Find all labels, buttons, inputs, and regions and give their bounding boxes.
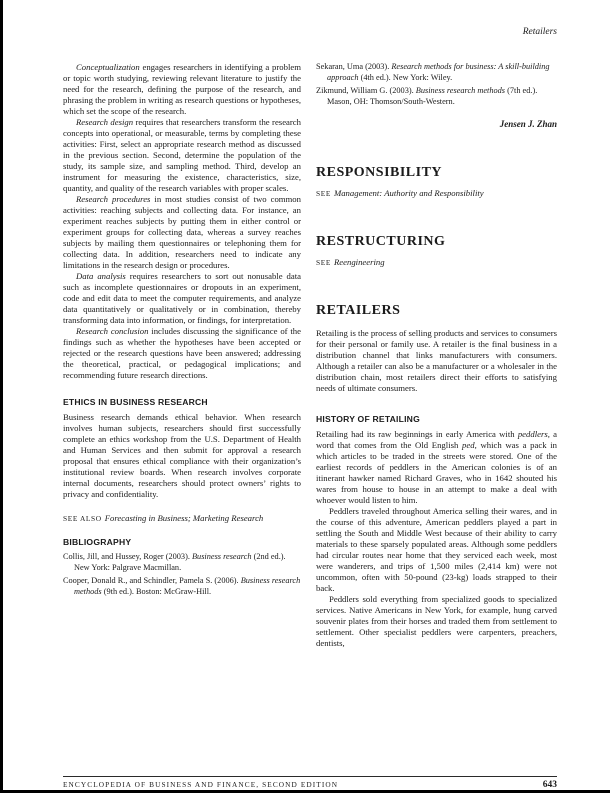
scan-edge-left [0,0,3,793]
paragraph-research-conclusion: Research conclusion includes discussing the significance of the findings such as whether the hypotheses have been accepted or rejected or the research questions have been answered; addressing the theoretical, practical, or pedagogical implications; and recommending future research directions. [63,326,301,380]
see-also-refs: Forecasting in Business; Marketing Research [104,513,264,523]
history-paragraph-1: Retailing had its raw beginnings in early America with peddlers, a word that comes from the Old English ped, which was a pack in which articles to be traded in the streets were stored. One of the earliest records of peddlers in the American colonies is of an itinerant hawker named Richard Graves, who in 1642 shouted his wares from house to house in an attempt to make a deal with whoever would listen to him. [316,429,557,505]
left-column [63,62,301,600]
footer-rule [63,776,557,777]
entry-title-retailers: RETAILERS [316,303,401,318]
restructuring-see-ref: Reengineering [333,257,385,267]
see-also-line [63,513,301,523]
running-head: Retailers [522,27,557,37]
entry-title-responsibility: RESPONSIBILITY [316,165,443,180]
restructuring-see-label: SEE [316,258,331,267]
footer [63,780,557,790]
bibliography-entry-collis: Collis, Jill, and Hussey, Roger (2003). Business research (2nd ed.). New York: Palgrave Macmillan. [63,552,286,572]
right-column [316,62,557,649]
see-also-label: SEE ALSO [63,514,102,523]
bibliography-heading: BIBLIOGRAPHY [63,537,132,547]
responsibility-see-line [316,188,557,198]
paragraph-data-analysis: Data analysis requires researchers to sort out nonusable data such as incomplete questionnaires or dropouts in an experiment, code and edit data to meet the computer requirements, and analyze data quantitatively or qualitatively or in combination, thereby transforming data into information, or findings, for interpretation. [63,271,301,325]
footer-edition-text: ENCYCLOPEDIA OF BUSINESS AND FINANCE, SECOND EDITION [63,780,339,789]
paragraph-research-procedures: Research procedures in most studies consist of two common activities: reaching subjects and collecting data. For instance, an experiment reaches subjects by putting them in either control or experiment groups for collecting data, whereas a survey reaches subjects by mailing them questionnaires or telephoning them for collecting data. In addition, researchers need to indicate any limitations in the research design or procedures. [63,194,301,270]
scan-edge-bottom [0,790,610,793]
history-of-retailing-heading: HISTORY OF RETAILING [316,414,420,424]
paragraph-ethics: Business research demands ethical behavior. When research involves human subjects, researchers should first successfully complete an ethics workshop from the U.S. Department of Health and Human Services and then submit for approval a research proposal that ensures ethical compliance with their organization’s institutional review boards. When research involves corporate internal documents, researchers should protect owners’ rights to privacy and confidentiality. [63,412,301,499]
history-paragraph-3: Peddlers sold everything from specialized goods to specialized services. Native Americans in New York, for example, hung carved souvenir plates from their horses and traded them from settlement to settlement. Other specialist peddlers were carpenters, preachers, dentists, [316,594,557,648]
responsibility-see-label: SEE [316,189,331,198]
entry-title-restructuring: RESTRUCTURING [316,234,446,249]
bibliography-entry-cooper: Cooper, Donald R., and Schindler, Pamela S. (2006). Business research methods (9th ed.). Boston: McGraw-Hill. [63,576,301,596]
bibliography-entry-sekaran: Sekaran, Uma (2003). Research methods for business: A skill-building approach (4th ed.). New York: Wiley. [316,62,550,82]
page-number: 643 [542,780,557,790]
retailers-intro: Retailing is the process of selling products and services to consumers for their personal or family use. A retailer is the final business in a distribution channel that links manufacturers with consumers. Although a retailer can also be a manufacturer or a wholesaler in the distribution chain, most retailers direct their efforts to satisfying needs of ultimate consumers. [316,328,557,393]
restructuring-see-line [316,257,557,267]
paragraph-research-design: Research design requires that researchers transform the research concepts into operational, or measurable, terms by completing these activities: First, select an appropriate research method as discussed in the previous section. Second, determine the population of the study, its sample size, and sampling method. Third, develop an instrument for measuring the existence, characteristics, size, quantity, and quality of the research variables with proper scales. [63,117,301,193]
history-paragraph-2: Peddlers traveled throughout America selling their wares, and in the course of this adventure, American peddlers played a part in settling the South and Middle West because of their ability to carry materials to these sparsely populated areas. Although some peddlers had circular routes near home that they serviced each week, most were wanderers, and trips of 1,500 miles (2,414 km) were not uncommon, often with 50-pound (23-kg) loads strapped to their back. [316,506,557,593]
paragraph-conceptualization: Conceptualization engages researchers in identifying a problem or topic worth studying, reviewing relevant literature to justify the need for the research, defining the purpose of the research, and phrasing the problem in writing as research questions or hypotheses, which set the scope of the research. [63,62,301,116]
responsibility-see-ref: Management: Authority and Responsibility [333,188,484,198]
ethics-heading: ETHICS IN BUSINESS RESEARCH [63,397,208,407]
bibliography-entry-zikmund: Zikmund, William G. (2003). Business research methods (7th ed.). Mason, OH: Thomson/South-Western. [316,86,538,106]
author-signature: Jensen J. Zhan [499,119,557,129]
